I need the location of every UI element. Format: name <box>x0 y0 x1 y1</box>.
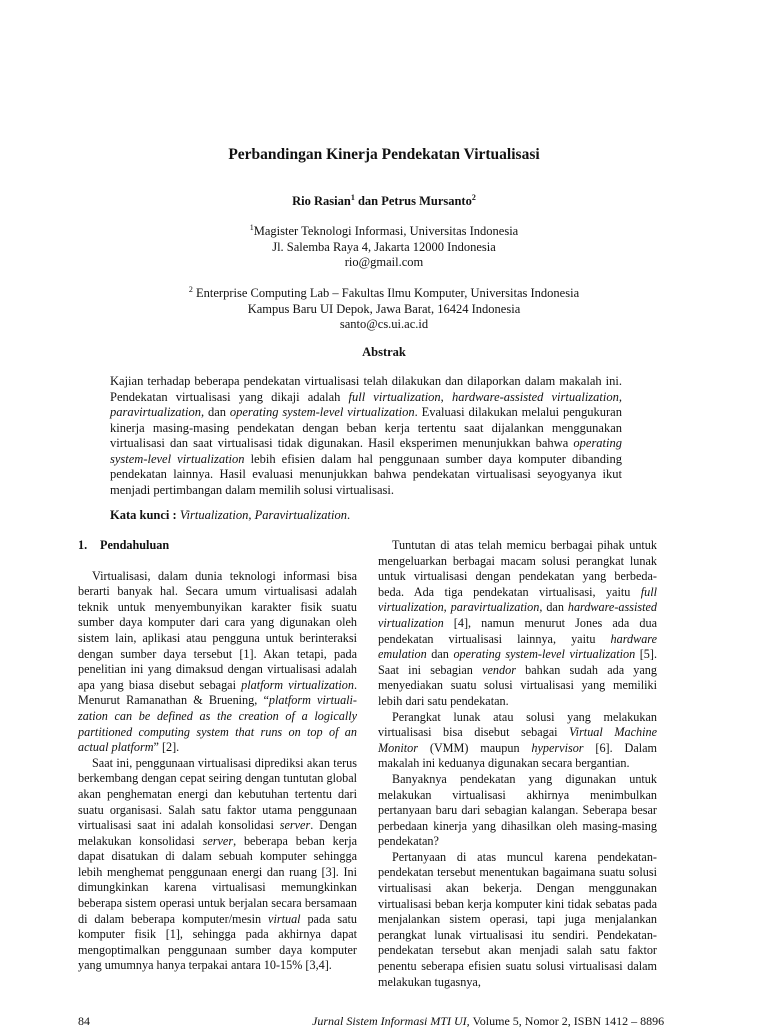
paragraph-text: pada satu komputer fisik [1], sehingga pada akhirnya dapat mengoptimalkan penggunaan sumber daya komputer yang umumnya hanya terpakai antara 10-15% [3,4]. <box>78 911 357 973</box>
keywords-label: Kata kunci : <box>110 508 180 522</box>
abstract-text: dan <box>204 405 230 419</box>
paragraph-italic: vendor <box>482 662 516 677</box>
journal-footer <box>312 1014 664 1029</box>
affiliation-1-superscript: 1 <box>249 223 254 232</box>
paragraph-text: Saat ini, penggunaan virtualisasi diprediksi akan terus berkembang dengan cepat seiring dengan tuntutan global akan penghematan energi dan kebutuhan tertentu dari suatu organisasi. Salah satu faktor utama penggunaan virtualisasi saat ini adalah konsolidasi <box>78 755 357 833</box>
abstract-text: . Evaluasi dilakukan melalui pengukuran kinerja masing-masing pendekatan dengan beban kerja tertentu saat dijalankan menggunakan virtualisasi dan saat virtualisasi tidak digunakan. Hasil eksperimen menunjukkan bahwa <box>110 405 622 450</box>
paragraph-italic: virtual <box>268 911 301 926</box>
affiliation-1-email: rio@gmail.com <box>344 255 424 269</box>
paragraph: Pertanyaan di atas muncul karena pendekatan-pendekatan tersebut menentukan bagaimana suatu solusi virtualisasi akan bekerja. Dengan menggunakan virtualisasi beban kerja komputer kini tidak sebatas pada menjalankan sistem operasi, tapi juga menjalankan perangkat lunak virtualisasi itu sendiri. Pendekatan-pendekatan tersebut akan menjadi salah satu faktor penentu seberapa efisien suatu solusi virtualisasi dalam melakukan tugasnya, <box>378 849 657 989</box>
right-column <box>378 538 657 990</box>
paragraph-text: [6]. Dalam makalah ini keduanya digunakan secara bergantian. <box>378 740 658 771</box>
affiliation-1-line-1: Magister Teknologi Informasi, Universitas Indonesia <box>253 224 519 238</box>
author-conjunction: dan <box>354 194 382 208</box>
paragraph-text: dan <box>542 600 568 615</box>
paragraph <box>378 710 657 772</box>
affiliation-1-line-2: Jl. Salemba Raya 4, Jakarta 12000 Indonesia <box>272 239 496 254</box>
author-line <box>0 194 768 209</box>
paragraph-text: dan <box>426 647 454 662</box>
abstract-heading: Abstrak <box>362 345 406 359</box>
paragraph-italic: hardware emulation <box>378 631 657 662</box>
paragraph-italic: platform virtualization <box>241 677 354 692</box>
paragraph-text: [4], namun menurut Jones ada dua pendekatan virtualisasi lainnya, yaitu <box>378 615 657 646</box>
author-1: Rio Rasian <box>292 194 351 208</box>
author-2-superscript: 2 <box>471 193 476 202</box>
abstract-text: lebih efisien dalam hal penggunaan sumber daya komputer dibanding pendekatan lainnya. Hasil evaluasi menunjukkan bahwa pendekatan virtualisasi seyogyanya ikut menjadi pertimbangan dalam memilih solusi virtualisasi. <box>110 451 622 497</box>
paragraph-italic: operating system-level virtualization <box>453 647 636 662</box>
affiliation-2 <box>0 286 768 333</box>
left-column <box>78 538 357 974</box>
section-heading <box>78 538 357 554</box>
paragraph-text: , beberapa beban kerja dapat disatukan di dalam sebuah komputer sehingga lebih menghemat penggunaan energi dan ruang [3]. Ini dimungkinkan karena virtualisasi memungkinkan beberapa sistem operasi untuk berjalan secara bersamaan di dalam beberapa komputer/mesin <box>78 833 358 926</box>
paragraph-italic: server <box>202 833 234 848</box>
abstract-italic: full virtualization <box>348 389 441 404</box>
paragraph: Banyaknya pendekatan yang digunakan untuk melakukan virtualisasi akhirnya menimbulkan pertanyaan baru dari sebagian kalangan. Seberapa besar perbedaan kinerja yang dihasilkan oleh masing-masing pendekatan? <box>378 771 657 849</box>
affiliation-2-line-2: Kampus Baru UI Depok, Jawa Barat, 16424 Indonesia <box>247 301 521 316</box>
abstract-italic: hardware-assisted virtualization, paravirtualization, <box>110 389 622 419</box>
paragraph-italic: Virtual Machine Monitor <box>378 725 657 755</box>
abstract-italic: operating system-level virtualization <box>229 405 415 419</box>
section-number: 1. <box>78 538 88 552</box>
affiliation-2-email: santo@cs.ui.ac.id <box>339 317 429 331</box>
abstract-body <box>110 374 622 498</box>
keywords-end: . <box>346 508 351 522</box>
paper-title: Perbandingan Kinerja Pendekatan Virtualisasi <box>228 146 540 163</box>
author-1-superscript: 1 <box>350 193 355 202</box>
paragraph-text: bahkan sudah ada yang menyediakan suatu solusi virtualisasi yang memiliki lebih dari satu pendekatan. <box>378 662 657 708</box>
journal-volume: Volume 5, Nomor 2, ISBN 1412 – 8896 <box>472 1014 665 1028</box>
affiliation-1 <box>0 224 768 271</box>
journal-name: Jurnal Sistem Informasi MTI UI, <box>312 1014 473 1028</box>
paragraph-text: (VMM) maupun <box>417 740 532 755</box>
paragraph-italic: hardware-assisted virtualization <box>378 600 657 630</box>
affiliation-2-superscript: 2 <box>188 285 193 294</box>
paragraph-text: . Menurut Ramanathan & Bruening, “ <box>78 677 357 708</box>
abstract-text: Kajian terhadap beberapa pendekatan virtualisasi telah dilakukan dan dilaporkan dalam makalah ini. Pendekatan virtualisasi yang dikaji adalah <box>110 374 622 404</box>
paragraph <box>378 538 657 710</box>
paragraph-text: [5]. Saat ini sebagian <box>378 647 657 677</box>
paragraph <box>78 569 357 756</box>
paragraph-italic: hypervisor <box>531 740 584 755</box>
affiliation-2-line-1: Enterprise Computing Lab – Fakultas Ilmu Komputer, Universitas Indonesia <box>192 286 580 300</box>
keywords-line <box>110 508 622 523</box>
paragraph-text: ” [2]. <box>153 740 180 755</box>
paragraph-text: Virtualisasi, dalam dunia teknologi informasi bisa berarti banyak hal. Secara umum virtualisasi adalah teknik untuk menyembunyikan karakter fisik suatu sumber daya komputer dari cara yang digunakan oleh sistem lain, aplikasi atau pengguna untuk berinteraksi dengan sumber daya tersebut [1]. Akan tetapi, pada penelitian ini yang dimaksud dengan virtualisasi adalah apa yang biasa disebut sebagai <box>78 568 357 692</box>
paragraph-italic: server <box>279 818 311 833</box>
section-title: Pendahuluan <box>100 538 170 552</box>
abstract-text: , <box>440 389 452 404</box>
paragraph <box>78 756 357 974</box>
abstract-italic: operating system-level virtualization <box>110 436 622 466</box>
paragraph-text: Perangkat lunak atau solusi yang melakukan virtualisasi bisa disebut sebagai <box>378 709 657 740</box>
author-2: Petrus Mursanto <box>381 194 472 208</box>
page-number: 84 <box>78 1014 90 1028</box>
paragraph-text: Tuntutan di atas telah memicu berbagai pihak untuk mengeluarkan berbagai macam solusi perangkat lunak untuk virtualisasi dengan pendekatan yang berbeda-beda. Ada tiga pendekatan virtualisasi, yaitu <box>378 538 657 599</box>
keywords-value: Virtualization, Paravirtualization <box>179 508 347 522</box>
paragraph-text: . Dengan melakukan konsolidasi <box>78 818 357 848</box>
paragraph-italic: full virtualization, paravirtualization, <box>378 584 657 615</box>
paragraph-italic: platform virtuali-zation can be defined as the creation of a logically partitioned computing system that runs on top of an actual platform <box>78 693 357 755</box>
